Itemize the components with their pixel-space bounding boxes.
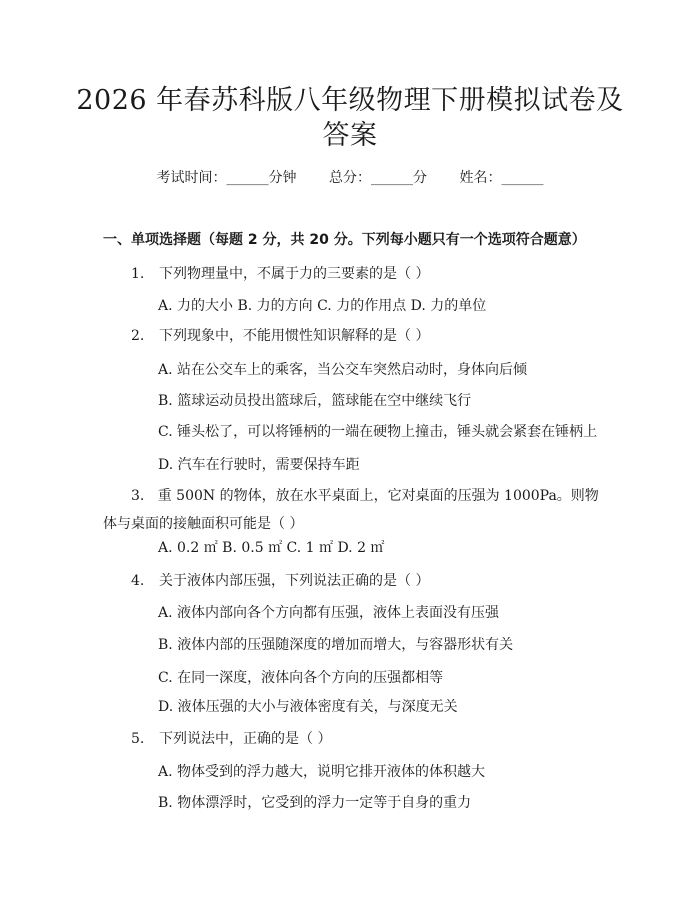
question-2-option-a: A. 站在公交车上的乘客，当公交车突然启动时，身体向后倾	[158, 362, 528, 378]
question-4-option-b: B. 液体内部的压强随深度的增加而增大，与容器形状有关	[158, 637, 514, 653]
question-2-option-b: B. 篮球运动员投出篮球后，篮球能在空中继续飞行	[158, 393, 472, 409]
section-heading-single-choice: 一、单项选择题（每题 2 分，共 20 分。下列每小题只有一个选项符合题意）	[103, 232, 586, 248]
question-2-option-c: C. 锤头松了，可以将锤柄的一端在硬物上撞击，锤头就会紧套在锤柄上	[158, 424, 598, 440]
question-1-options: A. 力的大小 B. 力的方向 C. 力的作用点 D. 力的单位	[158, 298, 487, 314]
question-number: 1.	[131, 266, 145, 282]
question-3	[103, 482, 603, 538]
question-number: 2.	[131, 328, 145, 344]
question-2	[131, 326, 429, 346]
question-text: 下列说法中，正确的是（ ）	[159, 731, 332, 747]
question-4	[131, 571, 429, 591]
question-4-option-c: C. 在同一深度，液体向各个方向的压强都相等	[158, 670, 444, 686]
question-4-option-a: A. 液体内部向各个方向都有压强，液体上表面没有压强	[158, 605, 500, 621]
question-5-option-b: B. 物体漂浮时，它受到的浮力一定等于自身的重力	[158, 795, 472, 811]
question-number: 3.	[131, 488, 145, 504]
question-text: 下列物理量中，不属于力的三要素的是（ ）	[159, 266, 430, 282]
question-text: 重 500N 的物体，放在水平桌面上，它对桌面的压强为 1000Pa。则物体与桌面的接触面积可能是（ ）	[103, 488, 599, 532]
student-name-field: 姓名：______	[459, 170, 544, 186]
question-3-options: A. 0.2 ㎡ B. 0.5 ㎡ C. 1 ㎡ D. 2 ㎡	[158, 540, 385, 556]
question-5	[131, 729, 331, 749]
question-4-option-d: D. 液体压强的大小与液体密度有关，与深度无关	[158, 699, 458, 715]
page-title-line-1: 2026 年春苏科版八年级物理下册模拟试卷及	[76, 85, 624, 116]
question-number: 5.	[131, 731, 145, 747]
question-number: 4.	[131, 573, 145, 589]
question-text: 关于液体内部压强，下列说法正确的是（ ）	[159, 573, 430, 589]
exam-time-field: 考试时间：______分钟	[156, 170, 297, 186]
question-1	[131, 264, 429, 284]
page-title-line-2: 答案	[322, 120, 378, 151]
total-score-field: 总分：______分	[329, 170, 427, 186]
question-2-option-d: D. 汽车在行驶时，需要保持车距	[158, 457, 360, 473]
question-text: 下列现象中，不能用惯性知识解释的是（ ）	[159, 328, 430, 344]
exam-meta	[0, 168, 700, 188]
question-5-option-a: A. 物体受到的浮力越大，说明它排开液体的体积越大	[158, 764, 486, 780]
